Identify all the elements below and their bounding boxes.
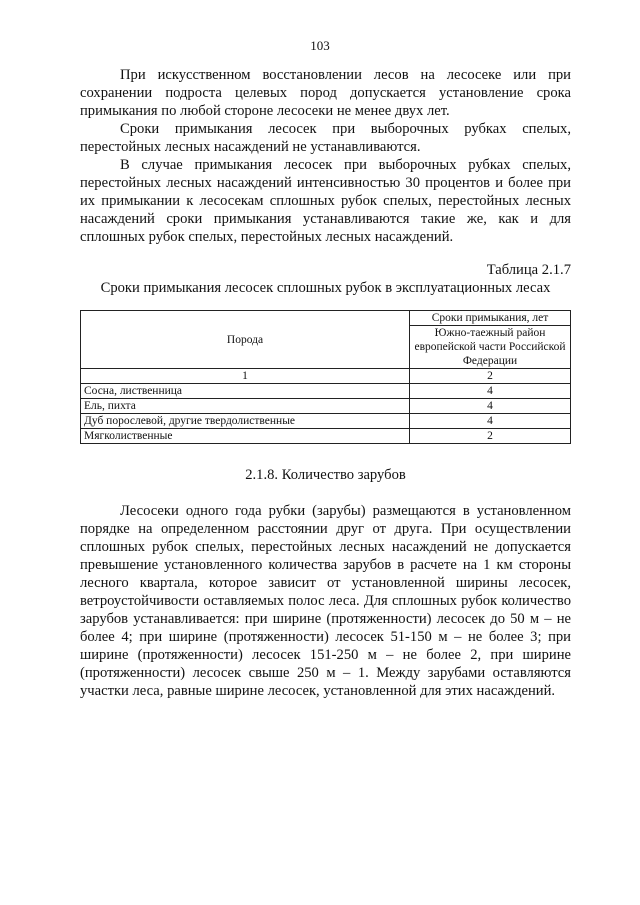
years-cell: 4: [410, 414, 571, 429]
page-number: 103: [310, 38, 330, 53]
index-col1: 1: [81, 369, 410, 384]
header-region: Южно-таежный район европейской части Российской Федерации: [410, 326, 571, 369]
section-heading: 2.1.8. Количество зарубов: [245, 467, 406, 483]
table-row: [81, 414, 571, 429]
table-row: [81, 429, 571, 444]
index-col2: 2: [410, 369, 571, 384]
intro-paragraphs: [80, 66, 571, 246]
species-cell: Ель, пихта: [81, 399, 410, 414]
paragraph: Сроки примыкания лесосек при выборочных рубках спелых, перестойных лесных насаждений не устанавливаются.: [80, 121, 571, 155]
table-row: [81, 384, 571, 399]
paragraph: Лесосеки одного года рубки (зарубы) размещаются в установленном порядке на определенном расстоянии друг от друга. При осуществлении сплошных рубок спелых, перестойных лесных насаждений не допускается превышение установленного количества зарубов в расчете на 1 км стороны лесного квартала, которое зависит от установленной ширины лесосек, ветроустойчивости оставляемых полос леса. Для сплошных рубок количество зарубов устанавливается: при ширине (протяженности) лесосек до 50 м – не более 4; при ширине (протяженности) лесосек 51-150 м – не более 3; при ширине (протяженности) лесосек 151-250 м – не более 2, при ширине (протяженности) лесосек свыше 250 м – 1. Между зарубами оставляются участки леса, равные ширине лесосек, установленной для этих насаждений.: [80, 503, 571, 699]
table-row: [81, 399, 571, 414]
paragraph: В случае примыкания лесосек при выборочных рубках спелых, перестойных лесных насаждений интенсивностью 30 процентов и более при их примыкании к лесосекам сплошных рубок спелых, перестойных лесных насаждений сроки примыкания устанавливаются такие же, как и для сплошных рубок спелых, перестойных лесных насаждений.: [80, 157, 571, 245]
table-index-row: [81, 369, 571, 384]
species-cell: Мягколиственные: [81, 429, 410, 444]
header-species: Порода: [81, 311, 410, 369]
years-cell: 4: [410, 399, 571, 414]
cutting-adjacency-table: [80, 310, 571, 444]
paragraph: При искусственном восстановлении лесов на лесосеке или при сохранении подроста целевых пород допускается установление срока примыкания по любой стороне лесосеки не менее двух лет.: [80, 67, 571, 119]
table-title: Сроки примыкания лесосек сплошных рубок в эксплуатационных лесах: [100, 280, 551, 296]
table-header-row: [81, 311, 571, 326]
section-body: [80, 502, 571, 700]
species-cell: Сосна, лиственница: [81, 384, 410, 399]
years-cell: 4: [410, 384, 571, 399]
header-years: Сроки примыкания, лет: [410, 311, 571, 326]
species-cell: Дуб порослевой, другие твердолиственные: [81, 414, 410, 429]
table-caption: Таблица 2.1.7: [486, 262, 571, 278]
years-cell: 2: [410, 429, 571, 444]
